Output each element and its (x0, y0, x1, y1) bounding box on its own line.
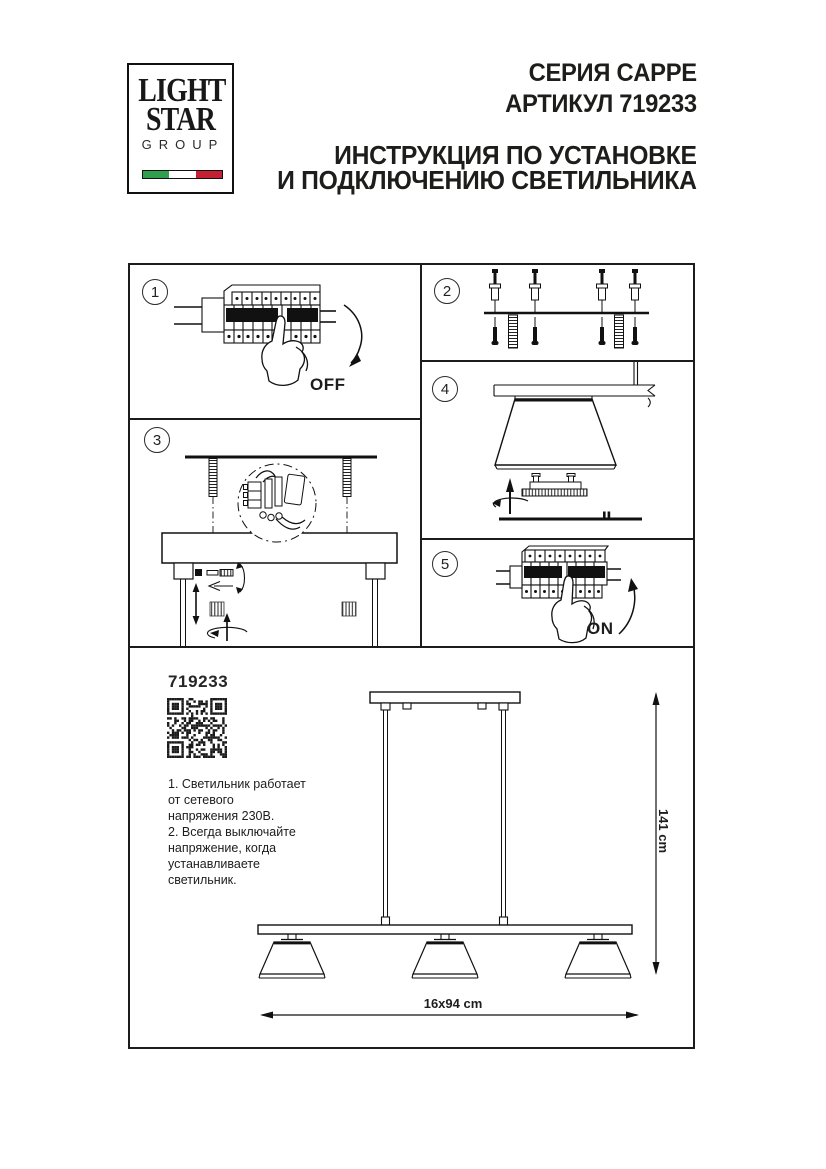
on-label: ON (587, 619, 614, 638)
shades (259, 934, 631, 978)
step1-breaker-off-drawing (130, 265, 420, 418)
arrow-down-curved (344, 305, 362, 367)
set-screw-detail (195, 562, 245, 594)
instruction-title-line2: И ПОДКЛЮЧЕНИЮ СВЕТИЛЬНИКА (277, 165, 697, 195)
lamp-shade (495, 399, 616, 469)
step-number-3: 3 (144, 427, 170, 453)
width-dimension-label: 16x94 cm (423, 996, 483, 1011)
step3-wiring-drawing (130, 420, 420, 646)
product-article-number: 719233 (168, 672, 229, 691)
flag-red (196, 171, 222, 178)
diffuser-plate (499, 512, 642, 520)
step-number-2: 2 (434, 278, 460, 304)
step-number-1: 1 (142, 279, 168, 305)
screws-and-anchors (490, 269, 641, 348)
step-number-4: 4 (432, 376, 458, 402)
lightstar-logo (127, 63, 234, 194)
thread-symbol-left (210, 602, 224, 616)
off-label: OFF (310, 375, 346, 394)
ceiling-plate (370, 692, 520, 710)
safety-note-2: 2. Всегда выключайте напряжение, когда устанавливаете светильник. (168, 825, 296, 887)
italian-flag-stripe (142, 170, 223, 179)
led-module (522, 474, 587, 497)
step-number-5: 5 (432, 551, 458, 577)
instruction-title (277, 140, 697, 195)
suspension-rods (382, 710, 508, 925)
series-label: СЕРИЯ CAPPE (528, 59, 697, 87)
logo-word-group: GROUP (141, 137, 225, 152)
arrow-up-curved (619, 578, 638, 634)
flag-green (143, 171, 169, 178)
series-article-block (505, 58, 697, 120)
article-label: АРТИКУЛ 719233 (505, 90, 697, 118)
step2-mounting-drawing (422, 265, 693, 360)
width-dimension-line (260, 1012, 639, 1019)
thread-symbol-right (342, 602, 356, 616)
qr-code (167, 698, 227, 758)
twist-up-arrow (207, 613, 247, 641)
safety-note-1: 1. Светильник работает от сетевого напряжения 230В. (168, 777, 306, 823)
flag-white (169, 171, 195, 178)
instruction-title-line1: ИНСТРУКЦИЯ ПО УСТАНОВКЕ (334, 140, 697, 170)
step4-shade-drawing (422, 362, 693, 538)
step5-breaker-on-drawing (422, 540, 693, 646)
wire-connector-detail (238, 464, 316, 542)
logo-word-star: STAR (145, 101, 216, 138)
safety-notes (168, 776, 306, 888)
adjust-double-arrow (193, 583, 200, 625)
height-dimension-label: 141 cm (656, 808, 671, 854)
logo-word-light: LIGHT (138, 72, 226, 109)
canopy-bosses (174, 563, 385, 579)
steps-grid (128, 263, 695, 1049)
fixture-bar (258, 925, 632, 934)
